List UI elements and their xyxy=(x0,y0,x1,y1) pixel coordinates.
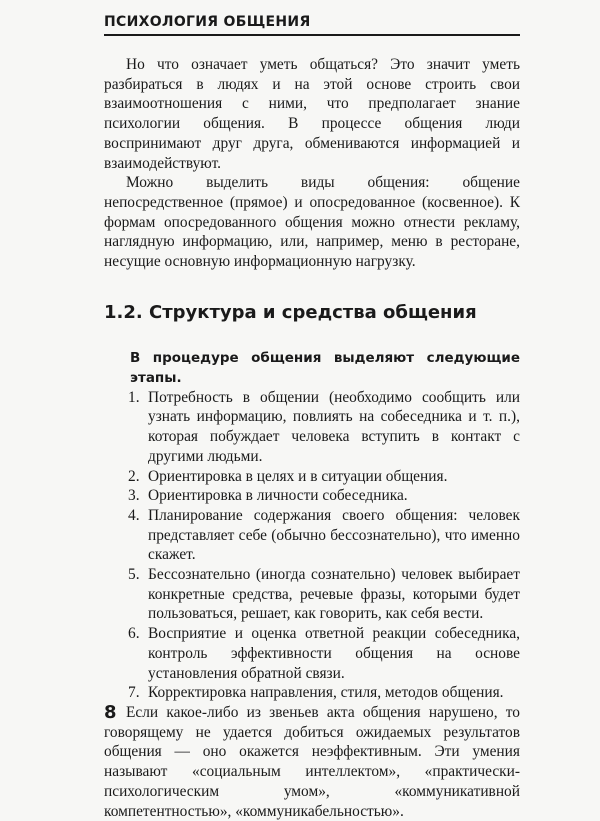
list-item-number: 3. xyxy=(128,487,140,505)
list-item-number: 6. xyxy=(128,625,140,643)
list-item-number: 2. xyxy=(128,467,140,485)
list-item xyxy=(104,506,520,565)
list-item-number: 5. xyxy=(128,566,140,584)
list-item-number: 4. xyxy=(128,506,140,524)
list-item-text: Бессознательно (иногда сознательно) человек выбирает конкретные средства, речевые фразы, которыми будет пользоваться, решает, как говорить, как себя вести. xyxy=(148,566,520,623)
header-rule xyxy=(104,34,520,36)
list-item xyxy=(104,624,520,683)
running-header: ПСИХОЛОГИЯ ОБЩЕНИЯ xyxy=(104,14,311,30)
list-item-text: Ориентировка в личности собеседника. xyxy=(148,487,408,505)
list-item-text: Корректировка направления, стиля, методов общения. xyxy=(148,684,504,702)
intro-paragraph-1: Но что означает уметь общаться? Это значит уметь разбираться в людях и на этой основе строить свои взаимоотношения с ними, что предполагает знание психологии общения. В процессе общения люди воспринимают друг друга, обмениваются информацией и взаимодействуют. xyxy=(104,56,520,172)
list-item xyxy=(104,683,520,703)
list-item xyxy=(104,565,520,624)
page-body xyxy=(104,55,520,821)
list-item-text: Восприятие и оценка ответной реакции собеседника, контроль эффективности общения на основе установления обратной связи. xyxy=(148,625,520,682)
list-item xyxy=(104,486,520,506)
list-item-text: Ориентировка в целях и в ситуации общения. xyxy=(148,467,448,485)
page-number: 8 xyxy=(104,702,117,723)
list-item-text: Планирование содержания своего общения: человек представляет себе (обычно бессознательно), что именно скажет. xyxy=(148,506,520,564)
intro-paragraph-2: Можно выделить виды общения: общение непосредственное (прямое) и опосредованное (косвенное). К формам опосредованного общения можно отнести рекламу, наглядную информацию, или, например, меню в ресторане, несущие основную информационную нагрузку. xyxy=(104,174,520,271)
list-item-number: 1. xyxy=(128,388,140,406)
list-item-text: Потребность в общении (необходимо сообщить или узнать информацию, повлиять на собеседника и т. п.), которая побуждает человека вступить в контакт с другими людьми. xyxy=(148,388,520,465)
list-item xyxy=(104,388,520,467)
steps-list xyxy=(104,388,520,703)
closing-paragraph: Если какое-либо из звеньев акта общения нарушено, то говорящему не удается добиться ожидаемых результатов общения — оно окажется неэффективным. Эти умения называют «социальным интеллектом», «практически-психологическим умом», «коммуникативной компетентностью», «коммуникабельностью». xyxy=(104,703,520,820)
list-item-number: 7. xyxy=(128,684,140,702)
section-lead: В процедуре общения выделяют следующие этапы. xyxy=(130,349,520,386)
list-item xyxy=(104,467,520,487)
section-title: 1.2. Структура и средства общения xyxy=(104,301,477,323)
